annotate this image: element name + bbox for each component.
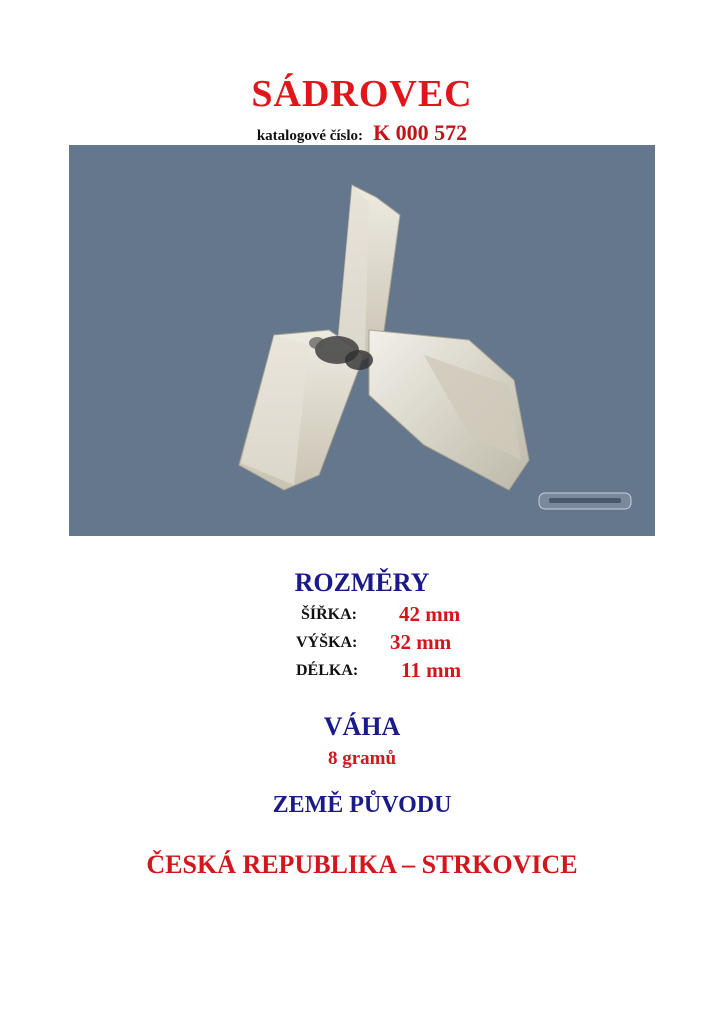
catalog-number-line <box>0 120 724 146</box>
dimension-row-width <box>0 602 724 628</box>
weight-heading: VÁHA <box>323 712 401 741</box>
catalog-number: K 000 572 <box>373 120 468 145</box>
height-value: 32 mm <box>390 630 452 654</box>
dimension-row-length <box>0 658 724 684</box>
origin-heading: ZEMĚ PŮVODU <box>272 792 452 818</box>
length-label: DÉLKA: <box>296 662 359 679</box>
mineral-title: SÁDROVEC <box>251 73 473 115</box>
dimension-row-height <box>0 630 724 656</box>
length-value: 11 mm <box>401 658 462 682</box>
catalog-label: katalogové číslo: <box>256 128 364 144</box>
height-label: VÝŠKA: <box>296 634 358 651</box>
width-value: 42 mm <box>399 602 461 626</box>
dimensions-heading: ROZMĚRY <box>294 568 430 597</box>
specimen-photo <box>69 145 655 536</box>
origin-value: ČESKÁ REPUBLIKA – STRKOVICE <box>146 850 578 879</box>
width-label: ŠÍŘKA: <box>301 606 358 623</box>
weight-value: 8 gramů <box>327 748 397 769</box>
